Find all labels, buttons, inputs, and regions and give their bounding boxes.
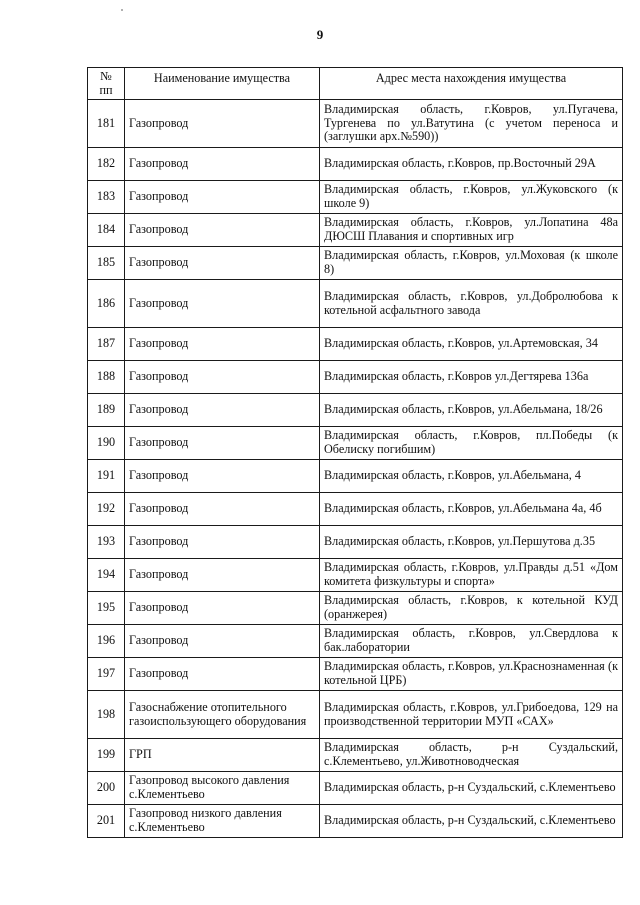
row-address: Владимирская область, р-н Суздальский, с.Клементьево bbox=[320, 805, 623, 838]
row-address: Владимирская область, г.Ковров, ул.Грибоедова, 129 на производственной территории МУП «САХ» bbox=[320, 691, 623, 739]
row-address: Владимирская область, г.Ковров ул.Дегтярева 136а bbox=[320, 361, 623, 394]
table-row bbox=[88, 739, 623, 772]
row-address: Владимирская область, г.Ковров, ул.Першутова д.35 bbox=[320, 526, 623, 559]
row-address: Владимирская область, г.Ковров, ул.Жуковского (к школе 9) bbox=[320, 181, 623, 214]
row-number: 192 bbox=[88, 493, 125, 526]
table-row bbox=[88, 247, 623, 280]
table-row bbox=[88, 691, 623, 739]
row-name: Газопровод bbox=[125, 427, 320, 460]
table-row bbox=[88, 526, 623, 559]
row-name: Газопровод bbox=[125, 526, 320, 559]
row-address: Владимирская область, г.Ковров, ул.Краснознаменная (к котельной ЦРБ) bbox=[320, 658, 623, 691]
table-row bbox=[88, 100, 623, 148]
table-row bbox=[88, 148, 623, 181]
row-name: Газоснабжение отопительного газоиспользующего оборудования bbox=[125, 691, 320, 739]
row-address: Владимирская область, г.Ковров, к котельной КУД (оранжерея) bbox=[320, 592, 623, 625]
row-number: 183 bbox=[88, 181, 125, 214]
row-name: Газопровод bbox=[125, 559, 320, 592]
row-name: Газопровод bbox=[125, 247, 320, 280]
row-name: Газопровод bbox=[125, 658, 320, 691]
row-name: Газопровод bbox=[125, 361, 320, 394]
header-name: Наименование имущества bbox=[125, 68, 320, 100]
row-address: Владимирская область, г.Ковров, ул.Моховая (к школе 8) bbox=[320, 247, 623, 280]
row-name: Газопровод bbox=[125, 214, 320, 247]
table-row bbox=[88, 559, 623, 592]
table-row bbox=[88, 772, 623, 805]
row-number: 197 bbox=[88, 658, 125, 691]
header-address: Адрес места нахождения имущества bbox=[320, 68, 623, 100]
table-header-row bbox=[88, 68, 623, 100]
row-address: Владимирская область, г.Ковров, пр.Восточный 29А bbox=[320, 148, 623, 181]
row-name: Газопровод bbox=[125, 280, 320, 328]
row-address: Владимирская область, г.Ковров, ул.Абельмана, 18/26 bbox=[320, 394, 623, 427]
scan-speck bbox=[121, 9, 123, 11]
row-address: Владимирская область, г.Ковров, ул.Добролюбова к котельной асфальтного завода bbox=[320, 280, 623, 328]
row-name: Газопровод bbox=[125, 460, 320, 493]
row-number: 188 bbox=[88, 361, 125, 394]
row-number: 195 bbox=[88, 592, 125, 625]
row-number: 181 bbox=[88, 100, 125, 148]
row-address: Владимирская область, г.Ковров, ул.Абельмана, 4 bbox=[320, 460, 623, 493]
row-name: Газопровод bbox=[125, 100, 320, 148]
row-number: 193 bbox=[88, 526, 125, 559]
row-number: 184 bbox=[88, 214, 125, 247]
row-name: Газопровод низкого давления с.Клементьево bbox=[125, 805, 320, 838]
property-table bbox=[87, 67, 623, 838]
header-number bbox=[88, 68, 125, 100]
row-name: Газопровод bbox=[125, 148, 320, 181]
row-name: Газопровод bbox=[125, 394, 320, 427]
table-row bbox=[88, 394, 623, 427]
row-address: Владимирская область, г.Ковров, ул.Свердлова к бак.лаборатории bbox=[320, 625, 623, 658]
table-row bbox=[88, 214, 623, 247]
row-address: Владимирская область, р-н Суздальский, с.Клементьево bbox=[320, 772, 623, 805]
row-address: Владимирская область, г.Ковров, ул.Лопатина 48а ДЮСШ Плавания и спортивных игр bbox=[320, 214, 623, 247]
row-address: Владимирская область, г.Ковров, пл.Победы (к Обелиску погибшим) bbox=[320, 427, 623, 460]
row-number: 201 bbox=[88, 805, 125, 838]
row-number: 186 bbox=[88, 280, 125, 328]
header-number-line1: № bbox=[100, 68, 112, 83]
table-row bbox=[88, 427, 623, 460]
row-address: Владимирская область, г.Ковров, ул.Правды д.51 «Дом комитета физкультуры и спорта» bbox=[320, 559, 623, 592]
table-row bbox=[88, 493, 623, 526]
table-row bbox=[88, 625, 623, 658]
table-row bbox=[88, 805, 623, 838]
table-row bbox=[88, 280, 623, 328]
row-number: 185 bbox=[88, 247, 125, 280]
table-row bbox=[88, 181, 623, 214]
row-name: Газопровод bbox=[125, 328, 320, 361]
row-number: 187 bbox=[88, 328, 125, 361]
row-address: Владимирская область, г.Ковров, ул.Пугачева, Тургенева по ул.Ватутина (с учетом переноса и (заглушки арх.№590)) bbox=[320, 100, 623, 148]
row-number: 182 bbox=[88, 148, 125, 181]
row-number: 191 bbox=[88, 460, 125, 493]
table-row bbox=[88, 328, 623, 361]
table-row bbox=[88, 361, 623, 394]
row-name: Газопровод bbox=[125, 181, 320, 214]
row-number: 190 bbox=[88, 427, 125, 460]
row-name: Газопровод bbox=[125, 592, 320, 625]
row-name: ГРП bbox=[125, 739, 320, 772]
row-number: 200 bbox=[88, 772, 125, 805]
row-name: Газопровод bbox=[125, 625, 320, 658]
table-row bbox=[88, 658, 623, 691]
table-row bbox=[88, 460, 623, 493]
row-number: 198 bbox=[88, 691, 125, 739]
row-number: 196 bbox=[88, 625, 125, 658]
table-row bbox=[88, 592, 623, 625]
row-number: 194 bbox=[88, 559, 125, 592]
row-number: 189 bbox=[88, 394, 125, 427]
row-number: 199 bbox=[88, 739, 125, 772]
row-address: Владимирская область, г.Ковров, ул.Абельмана 4а, 4б bbox=[320, 493, 623, 526]
header-number-line2: пп bbox=[99, 82, 113, 97]
page-number: 9 bbox=[316, 27, 324, 42]
row-address: Владимирская область, р-н Суздальский, с.Клементьево, ул.Животноводческая bbox=[320, 739, 623, 772]
row-address: Владимирская область, г.Ковров, ул.Артемовская, 34 bbox=[320, 328, 623, 361]
row-name: Газопровод высокого давления с.Клементьево bbox=[125, 772, 320, 805]
row-name: Газопровод bbox=[125, 493, 320, 526]
